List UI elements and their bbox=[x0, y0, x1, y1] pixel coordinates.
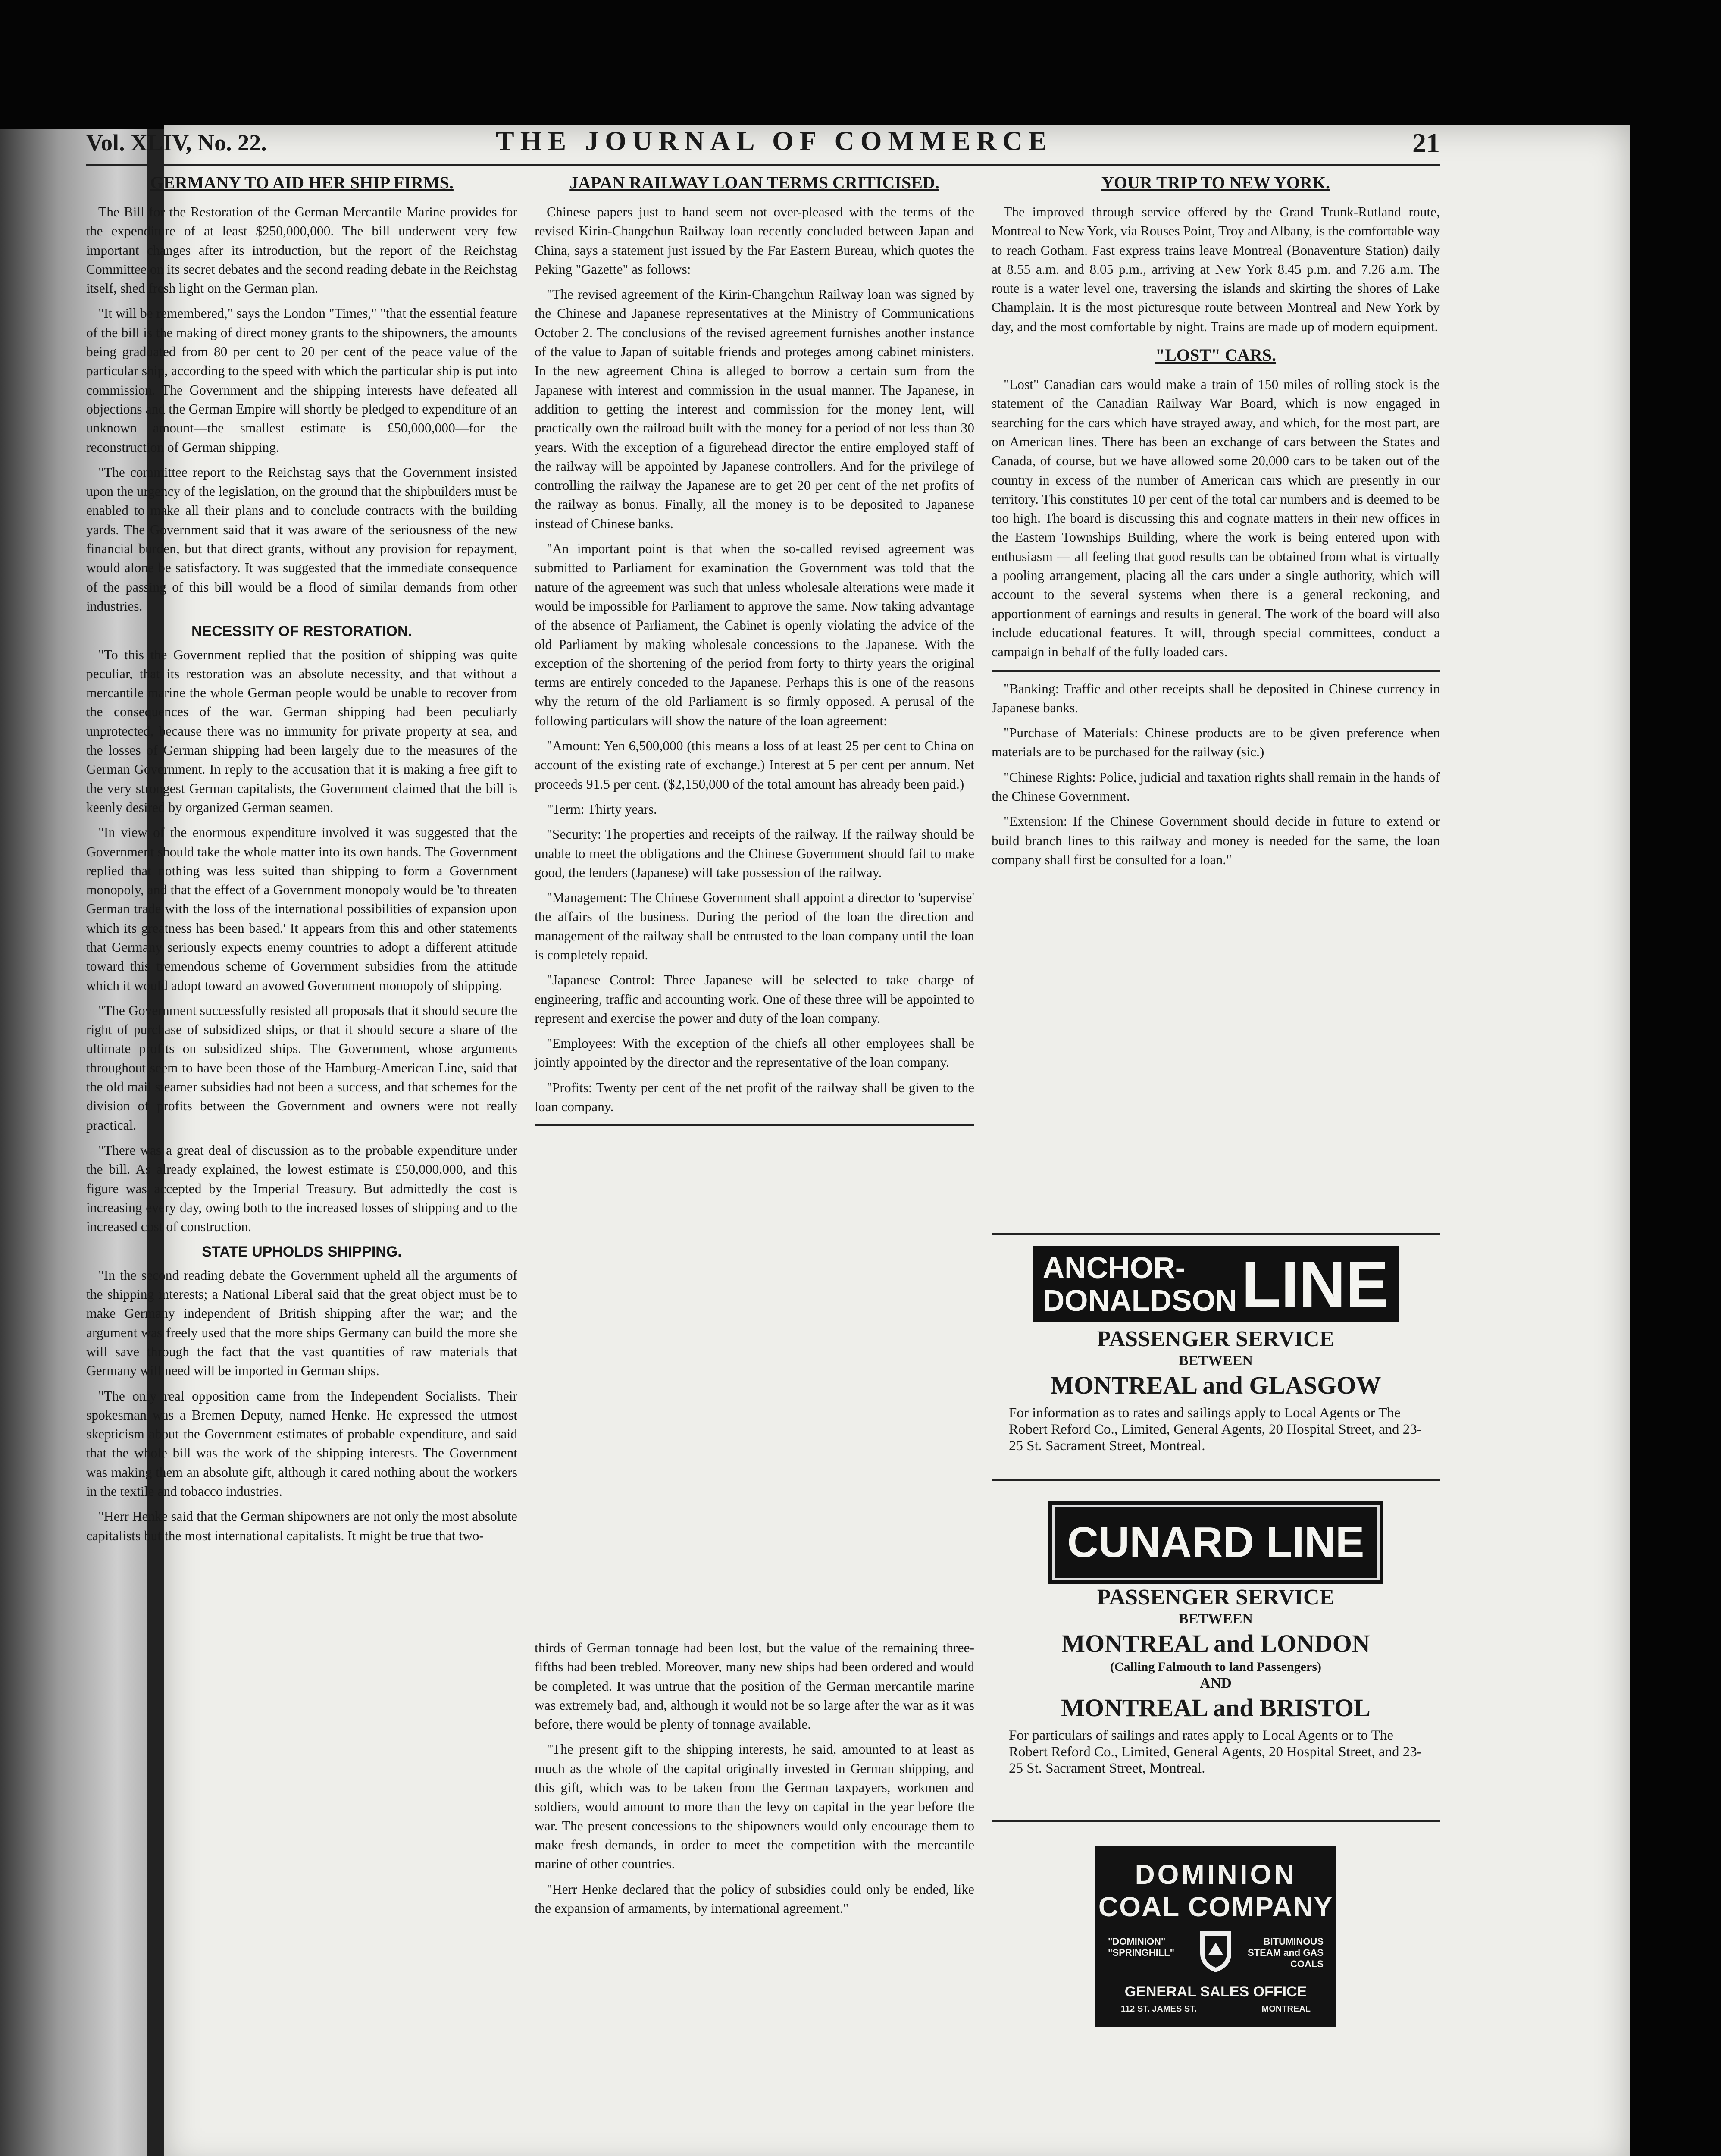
page-header bbox=[86, 121, 1440, 166]
ad-divider bbox=[992, 1820, 1440, 1822]
article-paragraph: "It will be remembered," says the London "Times," "that the essential feature of the bill is the making of direct money grants to the shipowners, the amounts being graduated from 80 per cent to 20 per cent of the peace value of the particular ship, according to the speed with which the particular ship is put into commission. The Government and the shipping interests have defeated all objections and the German Empire will shortly be pledged to expenditure of an unknown amount—the smallest estimate is £50,000,000—for the reconstruction of German shipping. bbox=[86, 306, 518, 455]
article-paragraph: "Japanese Control: Three Japanese will be selected to take charge of engineering, traffic and accounting work. One of these three will be appointed to represent and exercise the power and duty of the loan company. bbox=[535, 972, 974, 1026]
article-subhead: STATE UPHOLDS SHIPPING. bbox=[202, 1244, 402, 1260]
article-paragraph: "The Government successfully resisted all proposals that it should secure the right of purchase of subsidized ships, or that it should secure a share of the ultimate profits on subsidized ships. The Government, whose arguments throughout seem to have been those of the Hamburg-American Line, said that the old mail steamer subsidies had not been a success, and that schemes for the division of profits between the Government and owners were not really practical. bbox=[86, 1003, 517, 1133]
logo-line: DOMINION bbox=[1135, 1859, 1297, 1890]
column-new-york-trip bbox=[992, 172, 1440, 875]
ad-divider bbox=[992, 1479, 1440, 1481]
journal-title: THE JOURNAL OF COMMERCE bbox=[496, 125, 1053, 156]
article-paragraph: "The only real opposition came from the Independent Socialists. Their spokesman was a Bremen Deputy, named Henke. He expressed the utmost skepticism about the Government estimates of probable expenditure, and said that the whole bill was the work of the shipping interests. The Government was making them an absolute gift, although it cared nothing about the workers in the textile and tobacco industries. bbox=[86, 1388, 517, 1499]
article-paragraph: "To this the Government replied that the position of shipping was quite peculiar, that its restoration was an absolute necessity, and that without a mercantile marine the whole German people would be unable to recover from the consequences of the war. German shipping had been peculiarly unprotected, because there was no immunity for private property at sea, and the losses of German shipping had been largely due to the measures of the German Government. In reply to the accusation that it is making a free gift to the very strongest German capitalists, the Government claimed that the bill is keenly desired by organized German seamen. bbox=[86, 647, 517, 815]
article-paragraph: "Management: The Chinese Government shall appoint a director to 'supervise' the affairs of the business. During the period of the loan the direction and management of the railway shall be entrusted to the loan company until the loan is completely repaid. bbox=[535, 890, 974, 962]
article-paragraph: "In view of the enormous expenditure involved it was suggested that the Government should take the whole matter into its own hands. The Government replied that nothing was less suited than shipping to form a Government monopoly, and that the effect of a Government monopoly would be 'to threaten German trade with the loss of the international possibilities of expansion upon which its greatness has been based.' It appears from this and other statements that Germany seriously expects enemy countries to adopt a different attitude toward this tremendous scheme of Government subsidies from the attitude which it would adopt toward an avowed Government monopoly of shipping. bbox=[86, 825, 517, 993]
ad-info: For particulars of sailings and rates apply to Local Agents or to The Robert Reford Co., Limited, General Agents, 20 Hospital Street, and 23-25 St. Sacrament Street, Montreal. bbox=[1009, 1728, 1422, 1776]
article-paragraph: "An important point is that when the so-called revised agreement was submitted to Parliament for examination the Government was told that the nature of the agreement was such that unless wholesale alterations were made it would be impossible for Parliament to approve the same. Now taking advantage of the absence of Parliament, the Cabinet is openly violating the advice of the old Parliament by making wholesale concessions to the Japanese. With the exception of the shortening of the period from forty to thirty years the original terms are entirely conceded to the Japanese. Perhaps this is one of the reasons why the return of the old Parliament is so firmly opposed. A perusal of the following particulars will show the nature of the loan agreement: bbox=[535, 541, 974, 728]
article-paragraph: "In the second reading debate the Government upheld all the arguments of the shipping interests; a National Liberal said that the great object must be to make Germany independent of British shipping after the war; and the argument was freely used that the more ships Germany can build the more she will save through the fact that the vast quantities of raw materials that Germany will need will be imported in German ships. bbox=[86, 1267, 517, 1379]
article-paragraph: "Purchase of Materials: Chinese products are to be given preference when materials are to be purchased for the railway (sic.) bbox=[992, 725, 1440, 760]
ad-route: MONTREAL and LONDON bbox=[1061, 1630, 1370, 1658]
cunard-line-ad bbox=[992, 1505, 1440, 1777]
article-paragraph: Chinese papers just to hand seem not over-pleased with the terms of the revised Kirin-Changchun Railway loan recently concluded between Japan and China, says a statement just issued by the Far Eastern Bureau, which quotes the Peking "Gazette" as follows: bbox=[535, 204, 974, 277]
article-paragraph: "Herr Henke said that the German shipowners are not only the most absolute capitalists but the most international capitalists. It might be true that two- bbox=[86, 1509, 517, 1543]
cunard-logo: CUNARD LINE bbox=[1052, 1505, 1380, 1580]
article-paragraph: The improved through service offered by the Grand Trunk-Rutland route, Montreal to New York, via Rouses Point, Troy and Albany, is the comfortable way to reach Gotham. Fast express trains leave Montreal (Bonaventure Station) daily at 8.55 a.m. and 8.05 p.m., arriving at New York 8.45 p.m. and 7.26 a.m. The route is a water level one, traversing the islands and skirting the shores of Lake Champlain. It is the most picturesque route between Montreal and New York by day, and the most comfortable by night. Trains are made up of modern equipment. bbox=[992, 204, 1440, 334]
dominion-coal-logo bbox=[1095, 1846, 1336, 2027]
volume-number: Vol. XLIV, No. 22. bbox=[86, 130, 267, 156]
article-paragraph: "The committee report to the Reichstag says that the Government insisted upon the urgency of the legislation, on the ground that the shipbuilders must be enabled to make all their plans and to conclude contracts with the building yards. The Government said that it was aware of the seriousness of the new financial burden, but that direct grants, without any provision for repayment, would alone be satisfactory. It was suggested that the immediate consequence of the passing of this bill would be a flood of similar demands from other industries. bbox=[86, 464, 517, 614]
coal-type-label: BITUMINOUS STEAM and GAS COALS bbox=[1247, 1936, 1324, 1969]
column-divider bbox=[535, 1124, 974, 1126]
article-paragraph: "Extension: If the Chinese Government should decide in future to extend or build branch lines to this railway and money is needed for the same, the loan company shall first be consulted for a loan." bbox=[992, 814, 1440, 867]
page-number: 21 bbox=[1412, 128, 1440, 158]
article-paragraph: "Chinese Rights: Police, judicial and taxation rights shall remain in the hands of the Chinese Government. bbox=[992, 769, 1440, 804]
ad-note: (Calling Falmouth to land Passengers) bbox=[1110, 1660, 1322, 1674]
shield-emblem-icon bbox=[1198, 1930, 1233, 1973]
address-city: MONTREAL bbox=[1261, 2004, 1311, 2014]
ad-service: PASSENGER SERVICE bbox=[1097, 1327, 1335, 1351]
column-japan-railway bbox=[535, 172, 974, 1134]
article-paragraph: "There was a great deal of discussion as to the probable expenditure under the bill. As already explained, the lowest estimate is £50,000,000, and this figure was accepted by the Imperial Treasury. But admittedly the cost is increasing every day, owing both to the increased losses of shipping and to the increased cost of construction. bbox=[86, 1142, 517, 1235]
ad-route: MONTREAL and GLASGOW bbox=[1050, 1371, 1381, 1399]
sales-office-address bbox=[1121, 2004, 1311, 2014]
logo-line: ANCHOR- bbox=[1042, 1251, 1186, 1285]
ad-service: PASSENGER SERVICE bbox=[1097, 1585, 1335, 1610]
article-paragraph: "The revised agreement of the Kirin-Changchun Railway loan was signed by the Chinese and Japanese representatives at the Ministry of Communications October 2. The conclusions of the revised agreement furnishes another instance of the value to Japan of suitable friends and proteges among cabinet ministers. In the new agreement China is alleged to borrow a certain sum from the Japanese with interest and commission in the usual manner. The Japanese, in addition to getting the interest and commission for the money lent, will practically own the railroad built with the money for a period of not less than 30 years. With the exception of a figurehead director the entire employed staff of the railway will be appointed by Japanese controllers. And for the privilege of controlling the railway the Japanese are to get 20 per cent of the net profits of the railway as bonus. Finally, all the money is to be deposited to Japanese instead of Chinese banks. bbox=[535, 287, 974, 531]
column-germany-continued bbox=[535, 1639, 974, 1924]
article-headline: GERMANY TO AID HER SHIP FIRMS. bbox=[150, 173, 454, 192]
dominion-coal-ad bbox=[992, 1846, 1440, 2029]
article-paragraph: "Amount: Yen 6,500,000 (this means a loss of at least 25 per cent to China on account of the existing rate of exchange.) Interest at 5 per cent per annum. Net proceeds 91.5 per cent. ($2,150,000 of the total amount has already been paid.) bbox=[535, 738, 974, 792]
anchor-donaldson-logo bbox=[1033, 1246, 1399, 1322]
article-paragraph: "Employees: With the exception of the chiefs all other employees shall be jointly appointed by the director and the representative of the loan company. bbox=[535, 1036, 974, 1070]
article-paragraph: thirds of German tonnage had been lost, but the value of the remaining three-fifths had been trebled. Moreover, many new ships had been ordered and would be completed. It was untrue that the position of the German mercantile marine was extremely bad, and, although it would not be so large after the war as it was before, there would be plenty of tonnage available. bbox=[535, 1640, 974, 1732]
ad-route: MONTREAL and BRISTOL bbox=[1061, 1694, 1371, 1722]
article-paragraph: "Security: The properties and receipts of the railway. If the railway should be unable to meet the obligations and the Chinese Government should fail to make good, the lenders (Japanese) will take possession of the railway. bbox=[535, 827, 974, 880]
article-paragraph: "Banking: Traffic and other receipts shall be deposited in Chinese currency in Japanese banks. bbox=[992, 681, 1440, 715]
article-paragraph: "Lost" Canadian cars would make a train of 150 miles of rolling stock is the statement of the Canadian Railway War Board, which is now engaged in searching for the cars which have strayed away, and which, for the most part, are on American lines. There has been an exchange of cars between the States and Canada, of course, but we have allowed some 20,000 cars to be taken out of the country in excess of the number of American cars which are presently in our territory. This constitutes 10 per cent of the total car numbers and is deemed to be too high. The board is discussing this and cognate matters in their new offices in the Eastern Townships Building, where the work is being entered upon with enthusiasm — all feeling that good results can be obtained from what is virtually a pooling arrangement, placing all the cars under a single authority, which will account to the several systems when there is a general reckoning, and apportionment of earnings and results in general. The work of the board will also include educational features. It will, through special committees, conduct a campaign in behalf of the fully loaded cars. bbox=[992, 377, 1440, 660]
article-paragraph: The Bill for the Restoration of the German Mercantile Marine provides for the expenditure of at least $250,000,000. The bill underwent very few important changes after its introduction, but the report of the Reichstag Committee on its secret debates and the second reading debate in the Reichstag itself, shed fresh light on the German plan. bbox=[86, 204, 517, 296]
sales-office-label: GENERAL SALES OFFICE bbox=[1124, 1984, 1307, 2000]
article-paragraph: "Term: Thirty years. bbox=[547, 801, 657, 817]
coal-brand-label: "DOMINION" "SPRINGHILL" bbox=[1108, 1936, 1175, 1958]
logo-line: DONALDSON bbox=[1042, 1284, 1237, 1317]
article-subhead: NECESSITY OF RESTORATION. bbox=[191, 623, 412, 640]
ad-between: BETWEEN bbox=[1179, 1611, 1253, 1627]
address-street: 112 ST. JAMES ST. bbox=[1121, 2004, 1197, 2014]
logo-line: COAL COMPANY bbox=[1098, 1891, 1333, 1922]
article-paragraph: "Herr Henke declared that the policy of subsidies could only be ended, like the expansion of armaments, by international agreement." bbox=[535, 1881, 974, 1916]
column-germany-ships bbox=[86, 172, 517, 1551]
ad-divider bbox=[992, 1233, 1440, 1235]
article-paragraph: "Profits: Twenty per cent of the net profit of the railway shall be given to the loan company. bbox=[535, 1080, 974, 1115]
column-divider bbox=[992, 670, 1440, 672]
anchor-donaldson-ad bbox=[992, 1246, 1440, 1454]
article-headline: JAPAN RAILWAY LOAN TERMS CRITICISED. bbox=[569, 173, 939, 192]
article-headline: YOUR TRIP TO NEW YORK. bbox=[1101, 173, 1330, 192]
logo-line: LINE bbox=[1241, 1248, 1389, 1320]
ad-between: BETWEEN bbox=[1179, 1353, 1253, 1369]
article-headline: "LOST" CARS. bbox=[1155, 345, 1277, 365]
article-paragraph: "The present gift to the shipping interests, he said, amounted to at least as much as the whole of the capital originally invested in German shipping, and this gift, which was to be taken from the German taxpayers, workmen and soldiers, would amount to more than the levy on capital in the year before the war. The present concessions to the shipowners would only encourage them to make fresh demands, in order to meet the competition with the mercantile marine of other countries. bbox=[535, 1742, 974, 1872]
ad-and: AND bbox=[1200, 1675, 1232, 1691]
ad-info: For information as to rates and sailings apply to Local Agents or The Robert Reford Co., Limited, General Agents, 20 Hospital Street, and 23-25 St. Sacrament Street, Montreal. bbox=[1009, 1405, 1422, 1454]
